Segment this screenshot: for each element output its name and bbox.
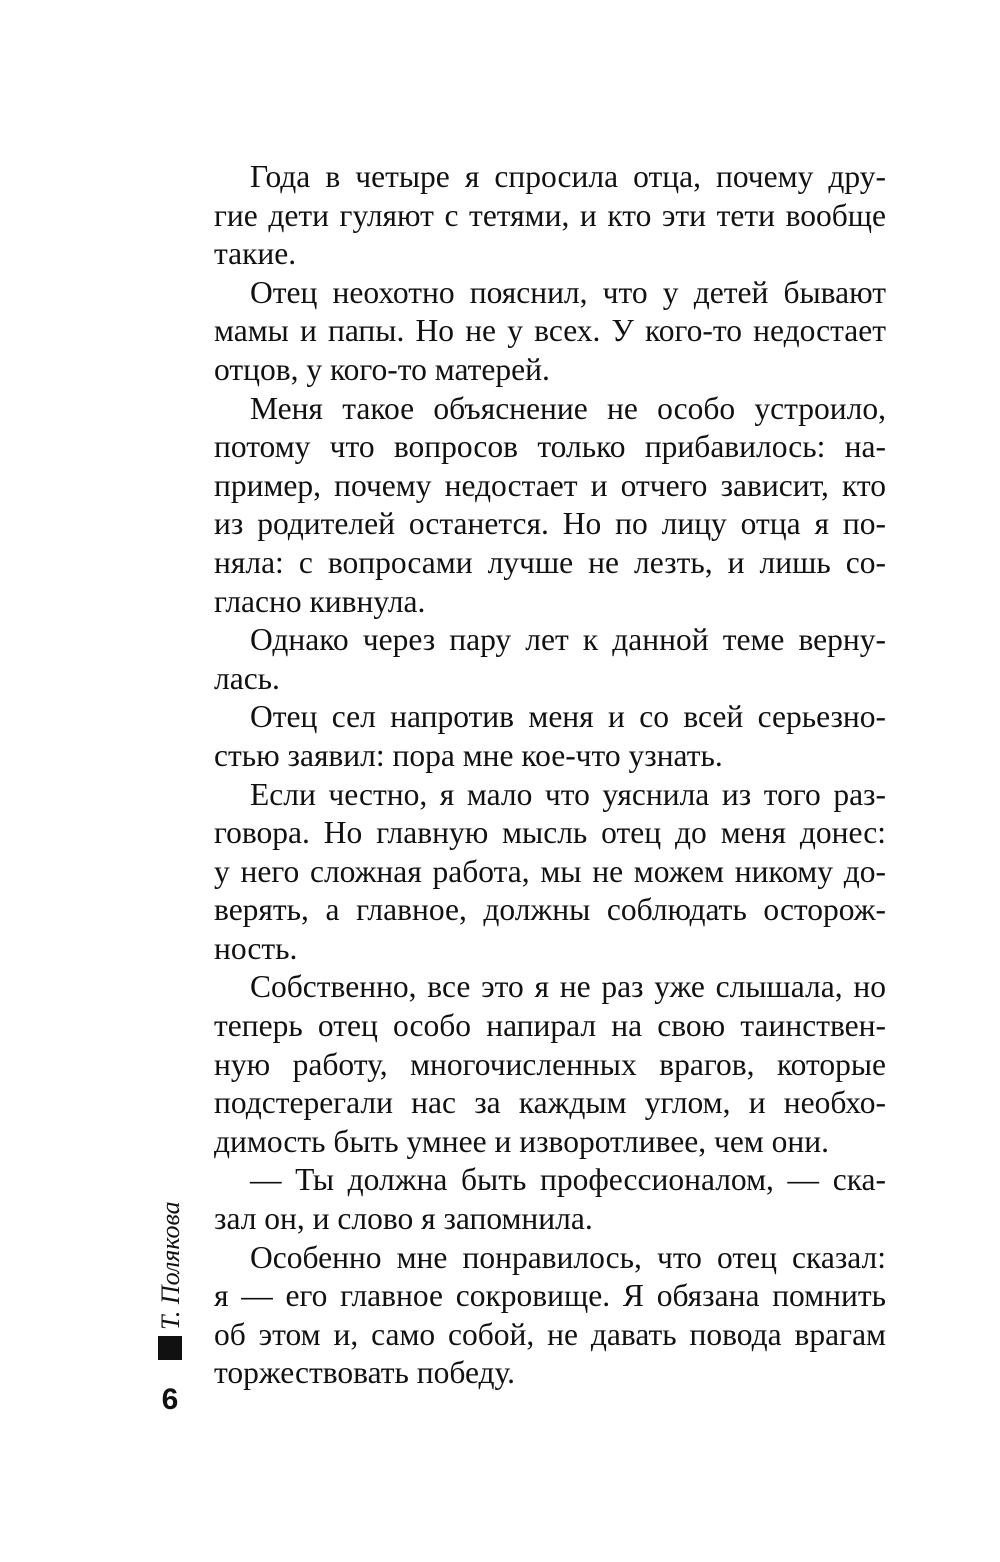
section-marker-square bbox=[158, 1336, 182, 1360]
text-line: гласно кивнула. bbox=[214, 583, 426, 619]
page-number: 6 bbox=[161, 1383, 179, 1416]
text-line: лась. bbox=[214, 660, 280, 696]
text-line: верять, а главное, должны соблюдать осторож- bbox=[214, 892, 886, 928]
text-line: потому что вопросов только прибавилось: на- bbox=[214, 429, 886, 465]
text-line: из родителей останется. Но по лицу отца я по- bbox=[214, 506, 886, 542]
text-line: отцов, у кого-то матерей. bbox=[214, 351, 550, 387]
author-name: Т. Полякова bbox=[156, 1201, 185, 1330]
text-line: Отец неохотно пояснил, что у детей бывают bbox=[250, 274, 886, 310]
text-line: Собственно, все это я не раз уже слышала, но bbox=[250, 969, 886, 1005]
text-line: торжествовать победу. bbox=[214, 1355, 516, 1391]
text-line: пример, почему недостает и отчего зависит, кто bbox=[214, 467, 886, 503]
text-line: я — его главное сокровище. Я обязана помнить bbox=[214, 1278, 886, 1314]
text-line: Года в четыре я спросила отца, почему дру- bbox=[250, 159, 886, 194]
body-text bbox=[214, 158, 886, 1393]
text-line: гие дети гуляют с тетями, и кто эти тети вообще bbox=[214, 197, 886, 233]
text-line: зал он, и слово я запомнила. bbox=[214, 1201, 593, 1237]
running-head bbox=[154, 1190, 194, 1330]
text-line: — Ты должна быть профессионалом, — ска- bbox=[250, 1162, 886, 1198]
text-line: Отец сел напротив меня и со всей серьезно- bbox=[250, 699, 886, 735]
text-line: стью заявил: пора мне кое-что узнать. bbox=[214, 737, 723, 773]
text-line: у него сложная работа, мы не можем никому до- bbox=[214, 853, 886, 889]
text-line: такие. bbox=[214, 236, 297, 272]
text-line: об этом и, само собой, не давать повода врагам bbox=[214, 1316, 886, 1352]
text-line: подстерегали нас за каждым углом, и необхо- bbox=[214, 1085, 886, 1121]
text-line: няла: с вопросами лучше не лезть, и лишь со- bbox=[214, 544, 886, 580]
text-line: теперь отец особо напирал на свою таинствен- bbox=[214, 1008, 886, 1044]
text-line: говора. Но главную мысль отец до меня донес: bbox=[214, 815, 886, 851]
text-line: димость быть умнее и изворотливее, чем они. bbox=[214, 1123, 829, 1159]
text-line: Особенно мне понравилось, что отец сказал: bbox=[250, 1239, 886, 1275]
text-line: Если честно, я мало что уяснила из того раз- bbox=[250, 776, 886, 812]
text-line: мамы и папы. Но не у всех. У кого-то недостает bbox=[214, 313, 886, 349]
text-line: Однако через пару лет к данной теме верну- bbox=[250, 622, 886, 658]
text-line: Меня такое объяснение не особо устроило, bbox=[250, 390, 886, 426]
text-line: ность. bbox=[214, 930, 298, 966]
text-line: ную работу, многочисленных врагов, которые bbox=[214, 1046, 886, 1082]
